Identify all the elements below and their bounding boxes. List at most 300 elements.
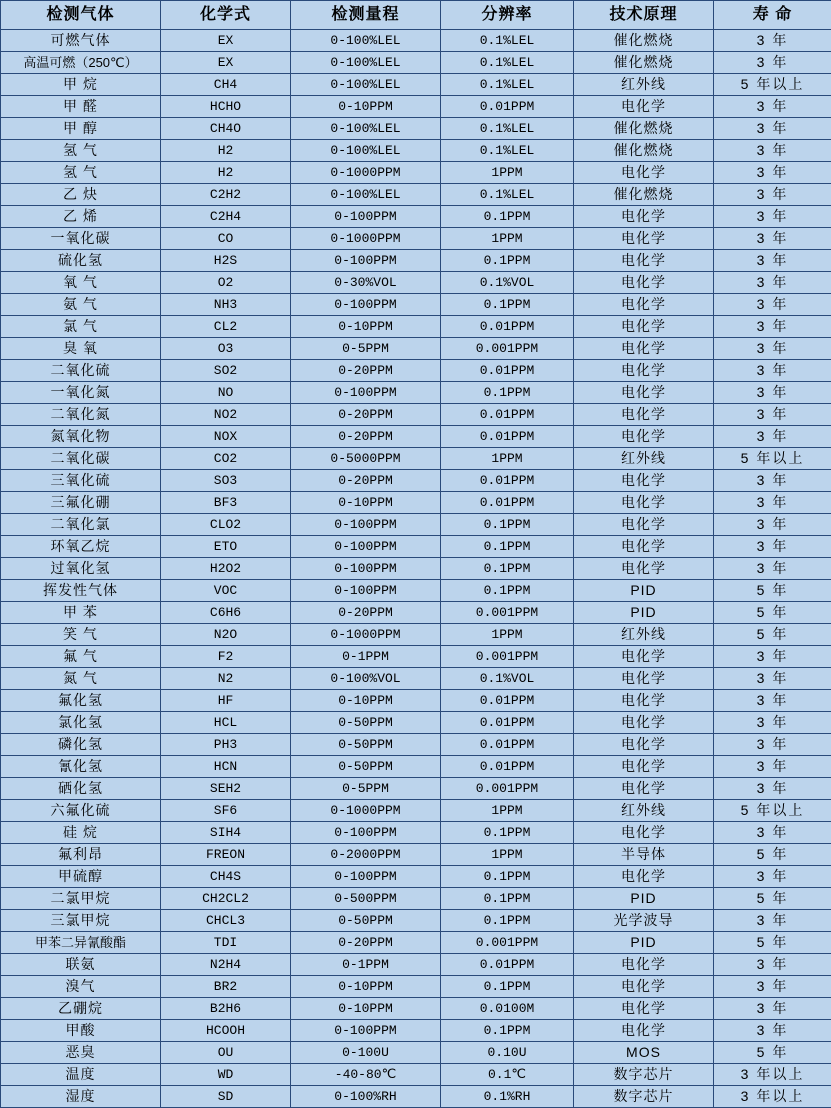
- table-row: [1, 536, 831, 558]
- cell-lifetime: 3 年: [714, 316, 831, 338]
- table-row: [1, 734, 831, 756]
- cell-lifetime: 3 年: [714, 294, 831, 316]
- cell-range: 0-5PPM: [291, 338, 441, 360]
- cell-gas-name: 甲 醛: [1, 96, 161, 118]
- table-row: [1, 1086, 831, 1108]
- cell-formula: N2H4: [161, 954, 291, 976]
- cell-lifetime: 3 年: [714, 470, 831, 492]
- cell-resolution: 0.01PPM: [441, 954, 574, 976]
- cell-lifetime: 3 年: [714, 250, 831, 272]
- table-row: [1, 294, 831, 316]
- cell-gas-name: 硫化氢: [1, 250, 161, 272]
- cell-range: 0-100PPM: [291, 294, 441, 316]
- table-row: [1, 272, 831, 294]
- cell-resolution: 0.1PPM: [441, 580, 574, 602]
- cell-formula: HCHO: [161, 96, 291, 118]
- cell-principle: PID: [574, 580, 714, 602]
- cell-range: 0-100PPM: [291, 382, 441, 404]
- cell-range: 0-50PPM: [291, 734, 441, 756]
- cell-resolution: 0.1PPM: [441, 250, 574, 272]
- cell-formula: F2: [161, 646, 291, 668]
- cell-formula: CO2: [161, 448, 291, 470]
- table-row: [1, 932, 831, 954]
- cell-lifetime: 3 年: [714, 690, 831, 712]
- cell-principle: 电化学: [574, 206, 714, 228]
- cell-lifetime: 5 年以上: [714, 448, 831, 470]
- cell-formula: CL2: [161, 316, 291, 338]
- cell-range: 0-50PPM: [291, 712, 441, 734]
- cell-resolution: 0.1PPM: [441, 514, 574, 536]
- cell-gas-name: 联氨: [1, 954, 161, 976]
- cell-range: 0-100PPM: [291, 536, 441, 558]
- cell-range: 0-100U: [291, 1042, 441, 1064]
- cell-gas-name: 乙硼烷: [1, 998, 161, 1020]
- cell-principle: 电化学: [574, 668, 714, 690]
- cell-resolution: 0.1PPM: [441, 536, 574, 558]
- cell-lifetime: 3 年: [714, 492, 831, 514]
- table-row: [1, 866, 831, 888]
- cell-range: 0-20PPM: [291, 602, 441, 624]
- cell-principle: 电化学: [574, 690, 714, 712]
- cell-gas-name: 硅 烷: [1, 822, 161, 844]
- cell-gas-name: 三氟化硼: [1, 492, 161, 514]
- cell-principle: 电化学: [574, 756, 714, 778]
- cell-gas-name: 乙 烯: [1, 206, 161, 228]
- cell-range: 0-20PPM: [291, 426, 441, 448]
- cell-range: 0-100PPM: [291, 866, 441, 888]
- cell-resolution: 0.1%LEL: [441, 184, 574, 206]
- cell-gas-name: 甲 苯: [1, 602, 161, 624]
- cell-formula: VOC: [161, 580, 291, 602]
- cell-formula: NO: [161, 382, 291, 404]
- cell-resolution: 0.01PPM: [441, 690, 574, 712]
- cell-lifetime: 3 年: [714, 514, 831, 536]
- cell-range: 0-5PPM: [291, 778, 441, 800]
- cell-lifetime: 5 年以上: [714, 800, 831, 822]
- cell-range: 0-100%VOL: [291, 668, 441, 690]
- cell-gas-name: 二氧化氮: [1, 404, 161, 426]
- cell-gas-name: 甲 醇: [1, 118, 161, 140]
- table-body: [1, 30, 831, 1108]
- cell-gas-name: 氯 气: [1, 316, 161, 338]
- table-row: [1, 514, 831, 536]
- cell-range: 0-100PPM: [291, 580, 441, 602]
- cell-gas-name: 二氧化氯: [1, 514, 161, 536]
- cell-lifetime: 3 年: [714, 778, 831, 800]
- cell-gas-name: 硒化氢: [1, 778, 161, 800]
- cell-formula: C6H6: [161, 602, 291, 624]
- cell-lifetime: 3 年: [714, 668, 831, 690]
- column-header-gas-name: 检测气体: [1, 1, 161, 30]
- cell-gas-name: 磷化氢: [1, 734, 161, 756]
- cell-gas-name: 一氧化碳: [1, 228, 161, 250]
- cell-gas-name: 六氟化硫: [1, 800, 161, 822]
- cell-formula: N2O: [161, 624, 291, 646]
- cell-gas-name: 三氧化硫: [1, 470, 161, 492]
- cell-lifetime: 3 年: [714, 426, 831, 448]
- cell-formula: HCN: [161, 756, 291, 778]
- cell-resolution: 1PPM: [441, 162, 574, 184]
- cell-resolution: 0.001PPM: [441, 646, 574, 668]
- cell-gas-name: 氢 气: [1, 140, 161, 162]
- cell-principle: 催化燃烧: [574, 30, 714, 52]
- cell-range: 0-1000PPM: [291, 162, 441, 184]
- cell-range: 0-100%LEL: [291, 184, 441, 206]
- column-header-formula: 化学式: [161, 1, 291, 30]
- cell-gas-name: 过氧化氢: [1, 558, 161, 580]
- table-row: [1, 118, 831, 140]
- cell-lifetime: 3 年: [714, 756, 831, 778]
- cell-principle: 电化学: [574, 162, 714, 184]
- cell-formula: SEH2: [161, 778, 291, 800]
- table-row: [1, 250, 831, 272]
- cell-formula: FREON: [161, 844, 291, 866]
- cell-gas-name: 高温可燃（250℃）: [1, 52, 161, 74]
- cell-range: 0-1000PPM: [291, 624, 441, 646]
- cell-lifetime: 3 年: [714, 866, 831, 888]
- cell-range: 0-100%LEL: [291, 30, 441, 52]
- table-row: [1, 448, 831, 470]
- cell-principle: 电化学: [574, 294, 714, 316]
- cell-principle: 电化学: [574, 426, 714, 448]
- cell-range: 0-1PPM: [291, 646, 441, 668]
- cell-gas-name: 笑 气: [1, 624, 161, 646]
- table-row: [1, 558, 831, 580]
- cell-range: 0-50PPM: [291, 910, 441, 932]
- cell-resolution: 0.01PPM: [441, 756, 574, 778]
- cell-formula: WD: [161, 1064, 291, 1086]
- cell-lifetime: 3 年: [714, 118, 831, 140]
- cell-gas-name: 甲酸: [1, 1020, 161, 1042]
- cell-principle: PID: [574, 602, 714, 624]
- cell-principle: 电化学: [574, 404, 714, 426]
- cell-resolution: 1PPM: [441, 448, 574, 470]
- cell-formula: TDI: [161, 932, 291, 954]
- cell-principle: 催化燃烧: [574, 140, 714, 162]
- cell-formula: CH4S: [161, 866, 291, 888]
- cell-range: 0-100%RH: [291, 1086, 441, 1108]
- cell-formula: CO: [161, 228, 291, 250]
- cell-resolution: 0.0100M: [441, 998, 574, 1020]
- cell-principle: 电化学: [574, 514, 714, 536]
- cell-range: 0-1000PPM: [291, 228, 441, 250]
- cell-resolution: 0.01PPM: [441, 316, 574, 338]
- cell-lifetime: 3 年: [714, 998, 831, 1020]
- cell-gas-name: 氯化氢: [1, 712, 161, 734]
- cell-lifetime: 3 年: [714, 338, 831, 360]
- cell-lifetime: 3 年: [714, 184, 831, 206]
- cell-lifetime: 3 年: [714, 712, 831, 734]
- cell-formula: H2S: [161, 250, 291, 272]
- cell-gas-name: 甲苯二异氰酸酯: [1, 932, 161, 954]
- cell-lifetime: 5 年: [714, 1042, 831, 1064]
- cell-formula: CHCL3: [161, 910, 291, 932]
- cell-lifetime: 3 年: [714, 382, 831, 404]
- cell-resolution: 1PPM: [441, 844, 574, 866]
- table-row: [1, 30, 831, 52]
- cell-resolution: 0.01PPM: [441, 712, 574, 734]
- cell-formula: B2H6: [161, 998, 291, 1020]
- cell-lifetime: 3 年: [714, 558, 831, 580]
- cell-lifetime: 3 年: [714, 536, 831, 558]
- cell-resolution: 1PPM: [441, 800, 574, 822]
- table-row: [1, 470, 831, 492]
- cell-resolution: 0.01PPM: [441, 96, 574, 118]
- table-row: [1, 646, 831, 668]
- cell-formula: OU: [161, 1042, 291, 1064]
- cell-gas-name: 二氧化碳: [1, 448, 161, 470]
- cell-formula: N2: [161, 668, 291, 690]
- cell-resolution: 0.10U: [441, 1042, 574, 1064]
- cell-range: 0-100PPM: [291, 822, 441, 844]
- cell-gas-name: 氰化氢: [1, 756, 161, 778]
- table-row: [1, 316, 831, 338]
- cell-range: 0-5000PPM: [291, 448, 441, 470]
- cell-formula: C2H2: [161, 184, 291, 206]
- cell-gas-name: 温度: [1, 1064, 161, 1086]
- cell-principle: 催化燃烧: [574, 52, 714, 74]
- table-row: [1, 338, 831, 360]
- cell-gas-name: 氮氧化物: [1, 426, 161, 448]
- column-header-resolution: 分辨率: [441, 1, 574, 30]
- cell-principle: 数字芯片: [574, 1064, 714, 1086]
- table-row: [1, 580, 831, 602]
- cell-principle: 电化学: [574, 976, 714, 998]
- cell-resolution: 0.1PPM: [441, 976, 574, 998]
- cell-range: 0-100%LEL: [291, 118, 441, 140]
- cell-gas-name: 乙 炔: [1, 184, 161, 206]
- cell-resolution: 0.1PPM: [441, 558, 574, 580]
- cell-range: 0-100%LEL: [291, 74, 441, 96]
- cell-range: 0-20PPM: [291, 360, 441, 382]
- cell-resolution: 0.01PPM: [441, 734, 574, 756]
- cell-principle: 光学波导: [574, 910, 714, 932]
- cell-principle: 红外线: [574, 624, 714, 646]
- table-row: [1, 1020, 831, 1042]
- cell-gas-name: 二氯甲烷: [1, 888, 161, 910]
- cell-formula: BR2: [161, 976, 291, 998]
- cell-resolution: 0.1PPM: [441, 294, 574, 316]
- cell-formula: H2O2: [161, 558, 291, 580]
- table-row: [1, 668, 831, 690]
- cell-resolution: 0.1PPM: [441, 866, 574, 888]
- cell-resolution: 0.01PPM: [441, 492, 574, 514]
- cell-lifetime: 5 年: [714, 932, 831, 954]
- cell-formula: H2: [161, 140, 291, 162]
- table-row: [1, 228, 831, 250]
- cell-resolution: 0.01PPM: [441, 360, 574, 382]
- cell-lifetime: 3 年: [714, 52, 831, 74]
- table-row: [1, 74, 831, 96]
- cell-principle: 半导体: [574, 844, 714, 866]
- table-header-row: [1, 1, 831, 30]
- cell-resolution: 0.1%LEL: [441, 140, 574, 162]
- cell-formula: O2: [161, 272, 291, 294]
- table-row: [1, 360, 831, 382]
- cell-principle: 电化学: [574, 822, 714, 844]
- cell-lifetime: 5 年: [714, 580, 831, 602]
- cell-formula: SO2: [161, 360, 291, 382]
- cell-range: 0-100PPM: [291, 206, 441, 228]
- cell-formula: EX: [161, 30, 291, 52]
- cell-resolution: 0.001PPM: [441, 338, 574, 360]
- cell-formula: SIH4: [161, 822, 291, 844]
- table-row: [1, 712, 831, 734]
- cell-resolution: 0.1%LEL: [441, 30, 574, 52]
- cell-formula: H2: [161, 162, 291, 184]
- cell-gas-name: 臭 氧: [1, 338, 161, 360]
- cell-range: 0-1PPM: [291, 954, 441, 976]
- cell-resolution: 0.001PPM: [441, 602, 574, 624]
- cell-lifetime: 3 年: [714, 822, 831, 844]
- cell-principle: 电化学: [574, 866, 714, 888]
- cell-formula: CH2CL2: [161, 888, 291, 910]
- cell-gas-name: 一氧化氮: [1, 382, 161, 404]
- cell-principle: MOS: [574, 1042, 714, 1064]
- cell-principle: 电化学: [574, 558, 714, 580]
- cell-lifetime: 3 年: [714, 734, 831, 756]
- cell-range: 0-10PPM: [291, 998, 441, 1020]
- cell-principle: 电化学: [574, 492, 714, 514]
- cell-range: 0-20PPM: [291, 470, 441, 492]
- cell-lifetime: 3 年: [714, 162, 831, 184]
- cell-resolution: 1PPM: [441, 228, 574, 250]
- cell-range: 0-100PPM: [291, 1020, 441, 1042]
- cell-resolution: 0.1PPM: [441, 888, 574, 910]
- cell-resolution: 0.1PPM: [441, 206, 574, 228]
- column-header-lifetime: 寿 命: [714, 1, 831, 30]
- cell-lifetime: 3 年: [714, 646, 831, 668]
- cell-gas-name: 氟化氢: [1, 690, 161, 712]
- table-row: [1, 624, 831, 646]
- cell-lifetime: 5 年: [714, 624, 831, 646]
- cell-principle: 电化学: [574, 470, 714, 492]
- column-header-principle: 技术原理: [574, 1, 714, 30]
- cell-principle: 电化学: [574, 954, 714, 976]
- cell-lifetime: 3 年: [714, 206, 831, 228]
- table-row: [1, 976, 831, 998]
- cell-gas-name: 氧 气: [1, 272, 161, 294]
- cell-lifetime: 5 年: [714, 844, 831, 866]
- table-row: [1, 52, 831, 74]
- cell-principle: PID: [574, 888, 714, 910]
- table-row: [1, 998, 831, 1020]
- table-row: [1, 954, 831, 976]
- cell-formula: PH3: [161, 734, 291, 756]
- cell-gas-name: 氢 气: [1, 162, 161, 184]
- cell-gas-name: 甲 烷: [1, 74, 161, 96]
- cell-principle: 电化学: [574, 228, 714, 250]
- cell-resolution: 0.1%VOL: [441, 272, 574, 294]
- column-header-range: 检测量程: [291, 1, 441, 30]
- cell-gas-name: 氟利昂: [1, 844, 161, 866]
- table-row: [1, 910, 831, 932]
- table-row: [1, 206, 831, 228]
- cell-lifetime: 3 年以上: [714, 1086, 831, 1108]
- cell-lifetime: 3 年: [714, 140, 831, 162]
- cell-lifetime: 3 年: [714, 30, 831, 52]
- cell-formula: ETO: [161, 536, 291, 558]
- cell-gas-name: 甲硫醇: [1, 866, 161, 888]
- cell-resolution: 0.001PPM: [441, 778, 574, 800]
- table-row: [1, 1042, 831, 1064]
- cell-principle: 电化学: [574, 734, 714, 756]
- cell-gas-name: 恶臭: [1, 1042, 161, 1064]
- cell-principle: 电化学: [574, 250, 714, 272]
- table-row: [1, 756, 831, 778]
- table-row: [1, 492, 831, 514]
- table-row: [1, 184, 831, 206]
- cell-principle: 电化学: [574, 272, 714, 294]
- cell-range: 0-100%LEL: [291, 140, 441, 162]
- cell-gas-name: 可燃气体: [1, 30, 161, 52]
- cell-principle: 电化学: [574, 998, 714, 1020]
- table-row: [1, 162, 831, 184]
- cell-lifetime: 3 年: [714, 272, 831, 294]
- cell-lifetime: 3 年: [714, 954, 831, 976]
- cell-lifetime: 3 年以上: [714, 1064, 831, 1086]
- table-row: [1, 778, 831, 800]
- cell-range: 0-2000PPM: [291, 844, 441, 866]
- cell-gas-name: 挥发性气体: [1, 580, 161, 602]
- table-row: [1, 140, 831, 162]
- cell-gas-name: 氨 气: [1, 294, 161, 316]
- cell-formula: SO3: [161, 470, 291, 492]
- cell-resolution: 0.1℃: [441, 1064, 574, 1086]
- cell-resolution: 0.1PPM: [441, 822, 574, 844]
- cell-lifetime: 3 年: [714, 404, 831, 426]
- cell-lifetime: 3 年: [714, 910, 831, 932]
- cell-formula: NO2: [161, 404, 291, 426]
- cell-range: 0-1000PPM: [291, 800, 441, 822]
- cell-resolution: 0.1%LEL: [441, 52, 574, 74]
- cell-resolution: 0.1PPM: [441, 382, 574, 404]
- cell-range: 0-100PPM: [291, 558, 441, 580]
- cell-resolution: 0.1%VOL: [441, 668, 574, 690]
- table-row: [1, 602, 831, 624]
- cell-principle: 红外线: [574, 800, 714, 822]
- cell-resolution: 0.1PPM: [441, 910, 574, 932]
- cell-formula: C2H4: [161, 206, 291, 228]
- cell-principle: 电化学: [574, 338, 714, 360]
- cell-formula: NOX: [161, 426, 291, 448]
- cell-resolution: 0.01PPM: [441, 404, 574, 426]
- cell-resolution: 0.1%LEL: [441, 74, 574, 96]
- cell-lifetime: 5 年以上: [714, 74, 831, 96]
- cell-formula: CH4O: [161, 118, 291, 140]
- table-row: [1, 844, 831, 866]
- cell-range: 0-20PPM: [291, 404, 441, 426]
- cell-principle: 电化学: [574, 96, 714, 118]
- cell-principle: 电化学: [574, 360, 714, 382]
- cell-range: 0-30%VOL: [291, 272, 441, 294]
- cell-gas-name: 湿度: [1, 1086, 161, 1108]
- cell-formula: SF6: [161, 800, 291, 822]
- cell-principle: 电化学: [574, 536, 714, 558]
- cell-range: 0-10PPM: [291, 96, 441, 118]
- cell-lifetime: 3 年: [714, 96, 831, 118]
- cell-range: 0-50PPM: [291, 756, 441, 778]
- cell-range: 0-10PPM: [291, 690, 441, 712]
- cell-gas-name: 氮 气: [1, 668, 161, 690]
- cell-gas-name: 二氧化硫: [1, 360, 161, 382]
- cell-formula: CH4: [161, 74, 291, 96]
- cell-range: 0-10PPM: [291, 316, 441, 338]
- cell-lifetime: 3 年: [714, 228, 831, 250]
- cell-range: 0-20PPM: [291, 932, 441, 954]
- cell-lifetime: 5 年: [714, 602, 831, 624]
- cell-range: 0-100%LEL: [291, 52, 441, 74]
